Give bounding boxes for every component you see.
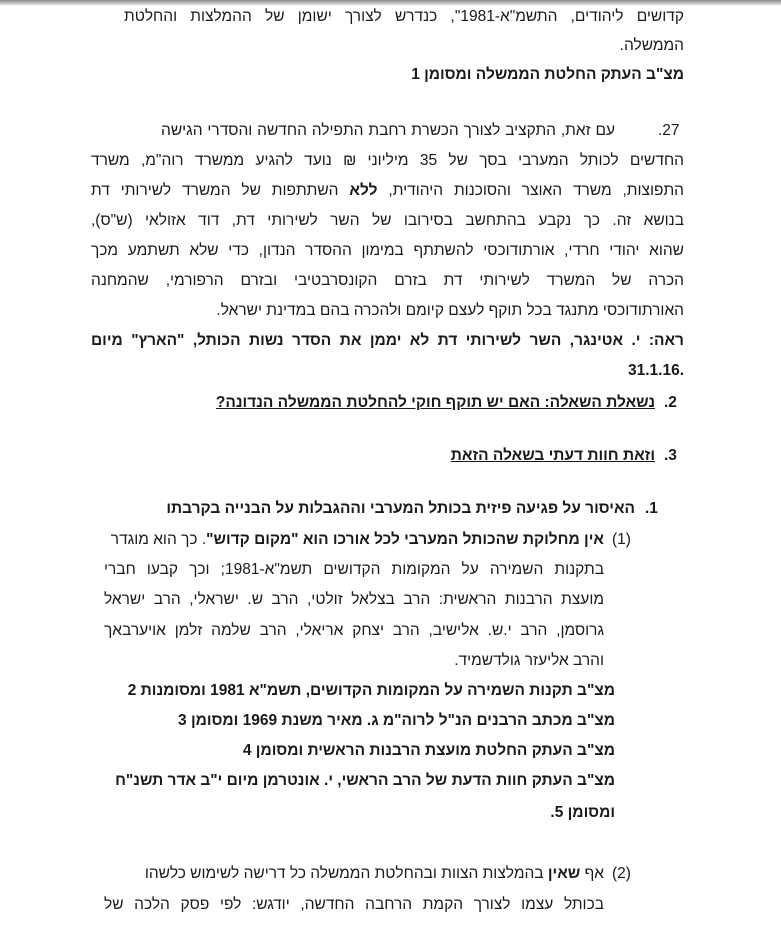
- exhibit-reference: מצ"ב העתק החלטת הממשלה ומסומן 1: [411, 66, 684, 83]
- exhibit-reference: מצ"ב העתק חוות הדעת של הרב הראשי, י. אונטרמן מיום י"ב אדר תשנ"ח: [115, 772, 615, 789]
- paragraph-line: בכותל עצמו לצורך הקמת הרחבה החדשה, יודגש: לפי פסק הלכה של: [104, 896, 604, 913]
- section-number: .3: [664, 447, 677, 464]
- exhibit-reference: מצ"ב העתק החלטת מועצת הרבנות הראשית ומסומן 4: [242, 742, 615, 759]
- source-reference: .31.1.16: [627, 362, 684, 379]
- text-segment: . כך הוא מוגדר: [110, 531, 207, 548]
- paragraph-line: האורתודוכסי מתנגד בכל תוקף לעצם קיומם ולהכרה בהם במדינת ישראל.: [216, 302, 684, 319]
- paragraph-line: [104, 864, 604, 884]
- section-number: .2: [664, 394, 677, 411]
- paragraph-line: בתקנות השמירה על המקומות הקדושים תשמ"א-1981; וכך קבעו חברי: [104, 561, 604, 578]
- text-segment: בהמלצות הצוות ובהחלטת הממשלה כל דרישה לשימוש כלשהו: [144, 865, 548, 882]
- paragraph-line: קדושים ליהודים, התשמ"א-1981", כנדרש לצורך ישומן של ההמלצות והחלטת: [124, 8, 684, 25]
- paragraph-number: .27: [658, 122, 680, 139]
- emphasis-text: שאין: [547, 865, 581, 882]
- text-segment: אף: [580, 865, 604, 882]
- subsection-title: האיסור על פגיעה פיזית בכותל המערבי וההגבלות על הבנייה בקרבתו: [166, 500, 635, 517]
- text-segment: התפוצות, משרד האוצר והסוכנות היהודית,: [377, 182, 684, 199]
- paragraph-line: עם זאת, התקציב לצורך הכשרת רחבת התפילה החדשה והסדרי הגישה: [161, 122, 615, 139]
- exhibit-reference: מצ"ב תקנות השמירה על המקומות הקדושים, תשמ"א 1981 ומסומנות 2: [127, 682, 615, 699]
- item-number: (2): [612, 865, 631, 882]
- paragraph-line: גרוסמן, הרב י.ש. אלישיב, הרב יצחק אריאלי, הרב שלמה זלמן אויערבאך: [104, 622, 604, 639]
- source-reference: ראה: י. אטינגר, השר לשירותי דת לא יממן את הסדר נשות הכותל, "הארץ" מיום: [91, 332, 684, 349]
- paragraph-line: [104, 530, 604, 550]
- text-segment: השתתפות של המשרד לשירותי דת: [91, 182, 350, 199]
- paragraph-line: הממשלה.: [619, 37, 684, 54]
- paragraph-line: [91, 181, 684, 201]
- emphasis-text: אין מחלוקת שהכותל המערבי לכל אורכו הוא "מקום קדוש": [206, 531, 604, 548]
- paragraph-line: בנושא זה. כך נקבע בהתחשב בסירובו של השר לשירותי דת, דוד אזולאי (ש"ס),: [91, 212, 684, 229]
- section-title: נשאלת השאלה: האם יש תוקף חוקי להחלטת הממשלה הנדונה?: [215, 394, 655, 411]
- paragraph-line: החדשים לכותל המערבי בסך של 35 מיליוני ₪ נועד להגיע ממשרד רוה"מ, משרד: [91, 152, 684, 169]
- paragraph-line: מועצת הרבנות הראשית: הרב בצלאל זולטי, הרב ש. ישראלי, הרב ישראל: [104, 591, 604, 608]
- section-title: וזאת חוות דעתי בשאלה הזאת: [450, 447, 655, 464]
- item-number: (1): [612, 531, 631, 548]
- exhibit-reference: מצ"ב מכתב הרבנים הנ"ל לרוה"מ ג. מאיר משנת 1969 ומסומן 3: [178, 712, 615, 729]
- subsection-number: .1: [645, 500, 658, 517]
- paragraph-line: והרב אליעזר גולדשמיד.: [454, 652, 604, 669]
- exhibit-reference: ומסומן 5.: [550, 804, 615, 821]
- paragraph-line: שהוא יהודי חרדי, אורתודוכסי להשתתף במימון ההסדר הנדון, כדי שלא תשתמע מכך: [91, 242, 684, 259]
- paragraph-line: הכרה של המשרד לשירותי דת בזרם הקונסרבטיבי ובזרם הרפורמי, שהמחנה: [91, 272, 684, 289]
- emphasis-text: ללא: [349, 182, 378, 199]
